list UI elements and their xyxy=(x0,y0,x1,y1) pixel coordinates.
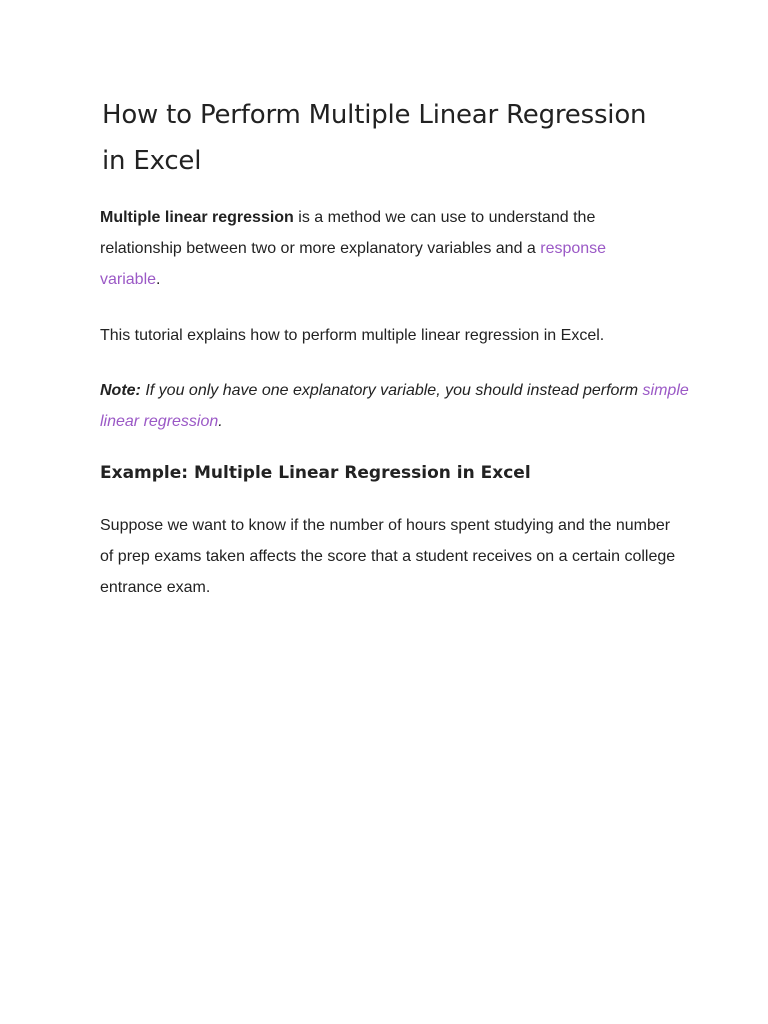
note-text: If you only have one explanatory variable, you should instead perform xyxy=(140,382,643,399)
intro-paragraph xyxy=(100,202,670,295)
example-paragraph: Suppose we want to know if the number of hours spent studying and the number of prep exams taken affects the score that a student receives on a certain college entrance exam. xyxy=(100,517,676,596)
article-title: How to Perform Multiple Linear Regression in Excel xyxy=(102,100,647,176)
intro-text: is a method we can use to understand the relationship between two or more explanatory variables and a xyxy=(100,209,596,257)
note-label: Note: xyxy=(100,382,141,399)
intro-text-end: . xyxy=(156,271,161,288)
note-text-end: . xyxy=(218,413,223,430)
intro-bold-term: Multiple linear regression xyxy=(100,209,294,226)
note-paragraph xyxy=(100,375,700,437)
simple-linear-regression-link[interactable]: simple linear regression xyxy=(100,382,689,430)
example-heading: Example: Multiple Linear Regression in Excel xyxy=(100,463,531,483)
response-variable-link[interactable]: response variable xyxy=(100,240,607,288)
tutorial-paragraph: This tutorial explains how to perform multiple linear regression in Excel. xyxy=(100,327,605,344)
